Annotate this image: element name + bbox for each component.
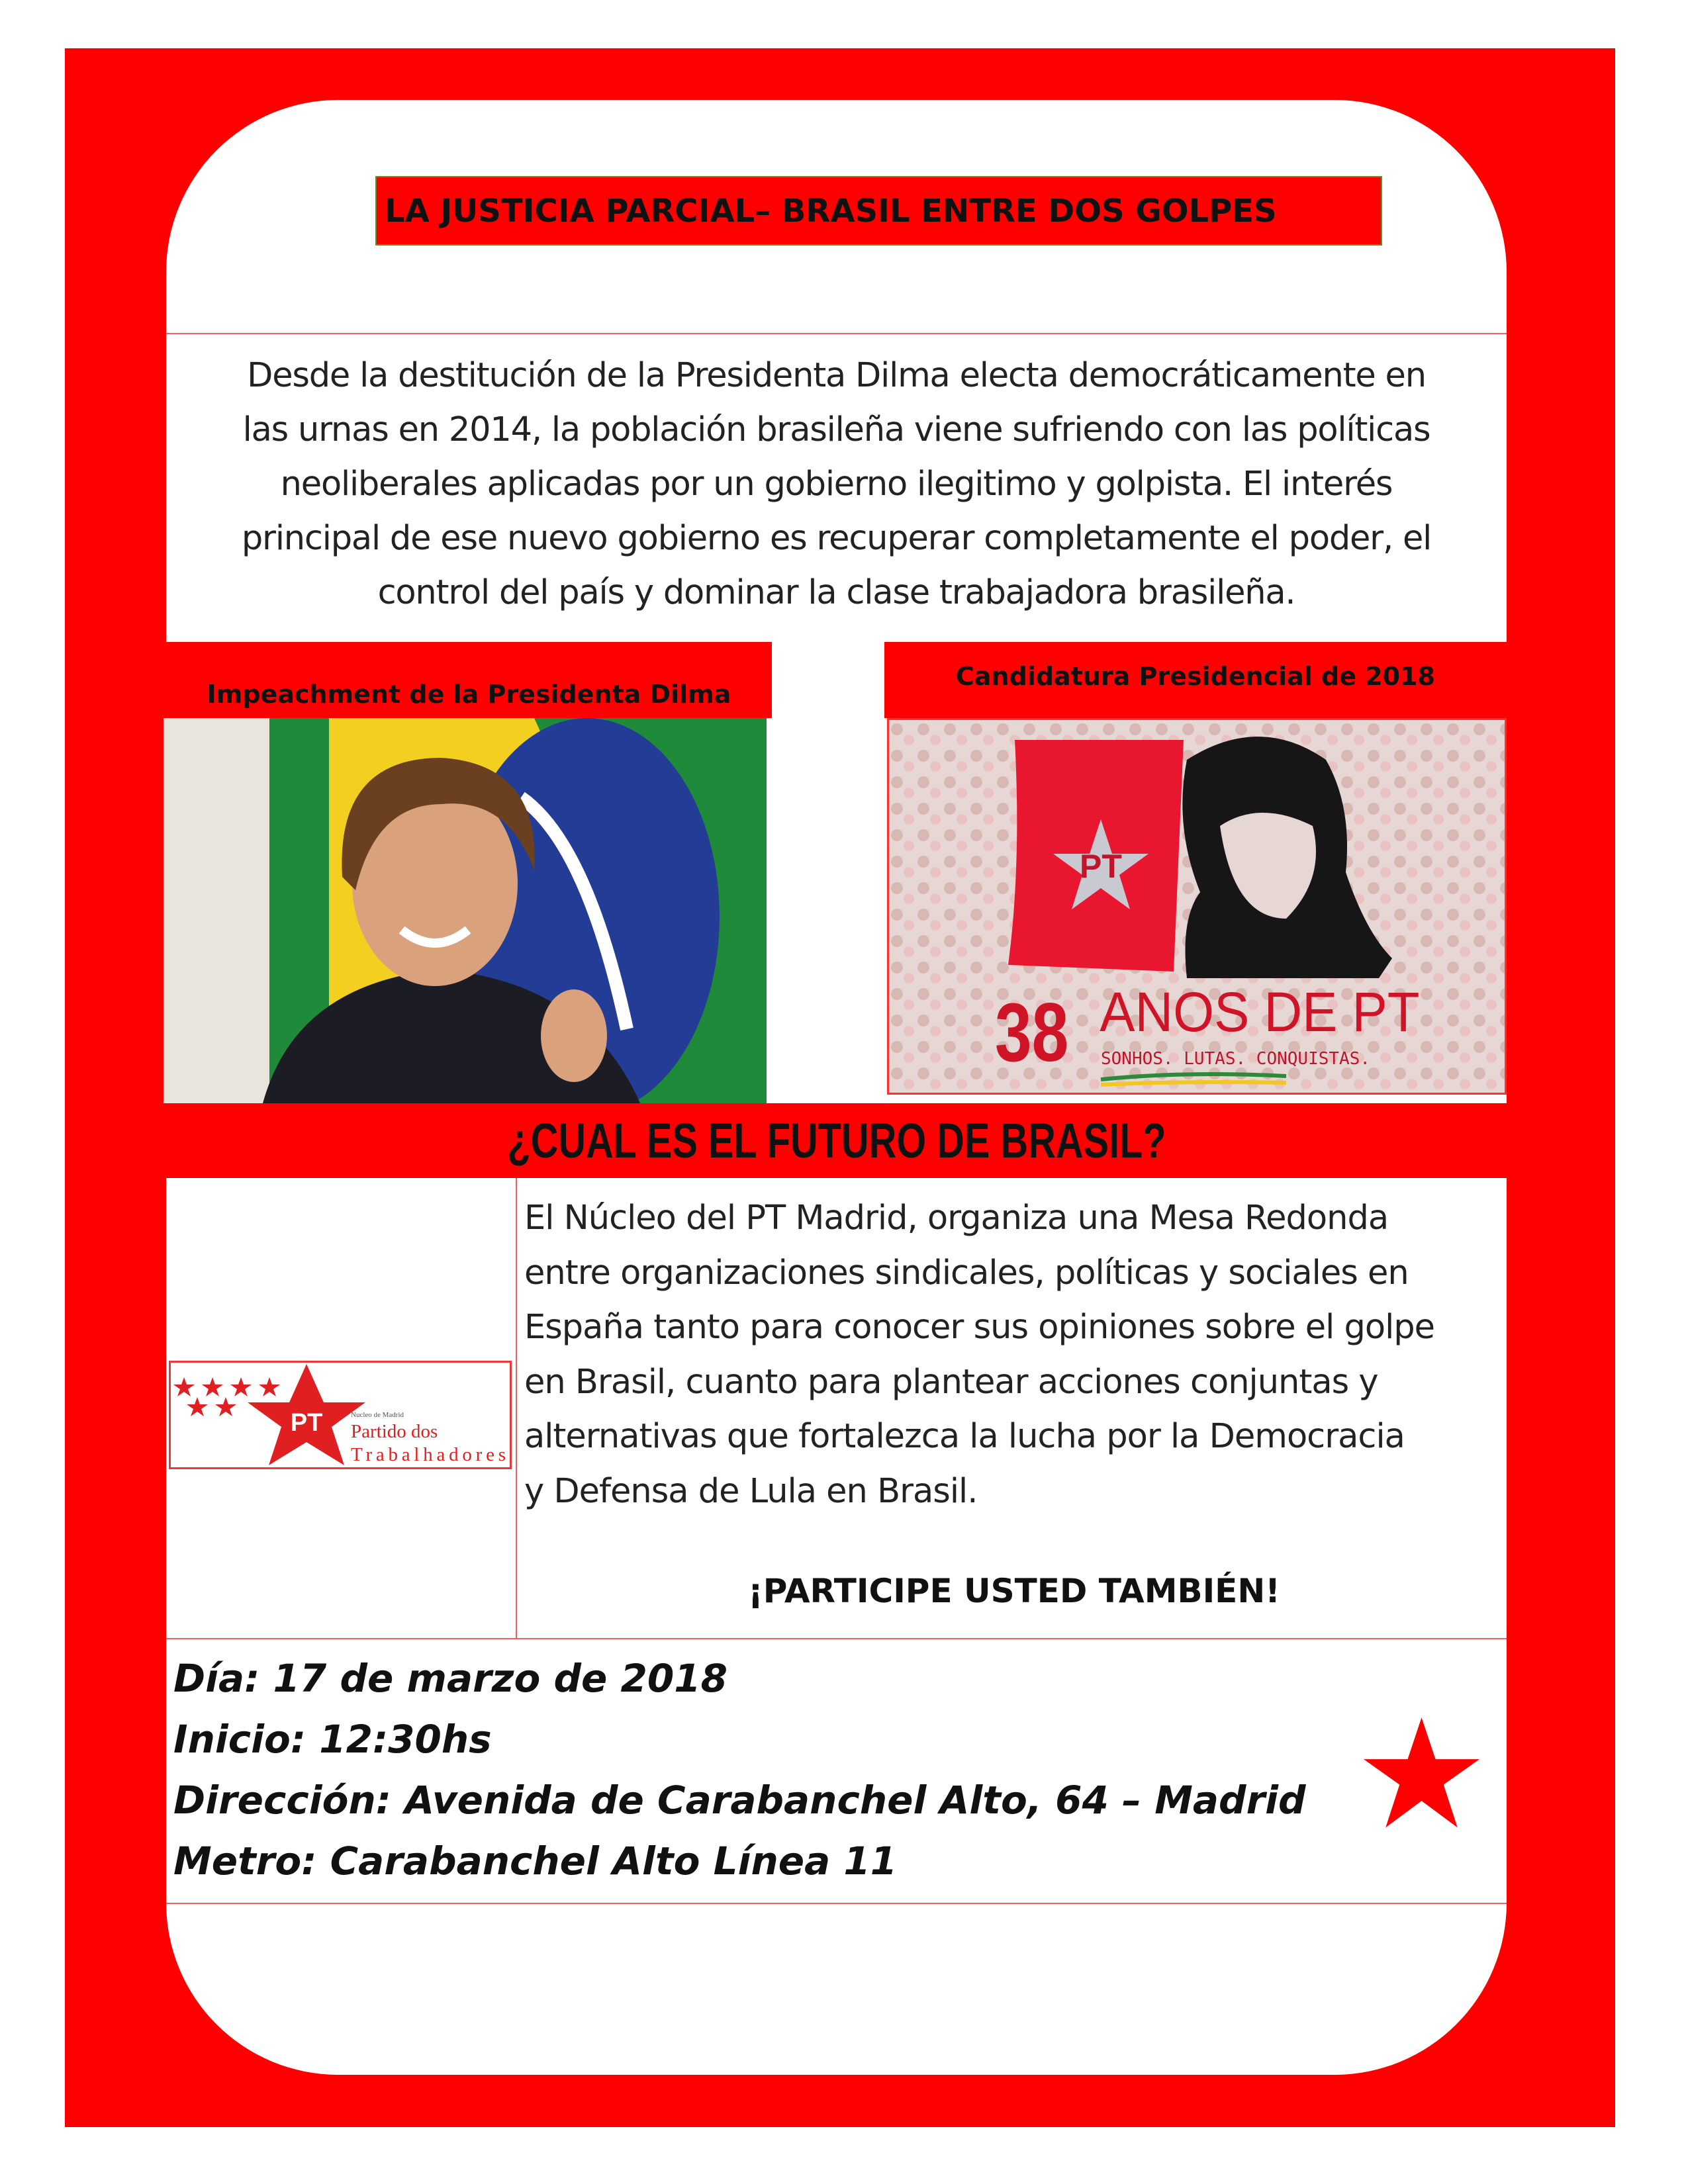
announcement-text <box>524 1191 1504 1519</box>
logo-mark: PT <box>290 1409 323 1437</box>
logo-name-1: Partido dos <box>351 1421 438 1442</box>
intro-line: Desde la destitución de la Presidenta Dilma electa democráticamente en <box>247 356 1426 395</box>
poster-tagline: SONHOS. LUTAS. CONQUISTAS. <box>1101 1049 1370 1069</box>
page-title: LA JUSTICIA PARCIAL– BRASIL ENTRE DOS GOLPES <box>385 192 1277 230</box>
column-divider <box>516 1178 517 1639</box>
dilma-photo <box>164 718 767 1103</box>
body-line: en Brasil, cuanto para plantear acciones conjuntas y <box>524 1362 1378 1402</box>
intro-paragraph <box>166 333 1507 642</box>
lula-38-anos-poster <box>887 718 1507 1095</box>
intro-line: control del país y dominar la clase trabajadora brasileña. <box>377 573 1295 612</box>
pt-madrid-logo <box>169 1361 512 1469</box>
event-start: Inicio: 12:30hs <box>173 1717 492 1762</box>
intro-line: neoliberales aplicadas por un gobierno ilegitimo y golpista. El interés <box>280 465 1393 504</box>
body-line: y Defensa de Lula en Brasil. <box>524 1471 978 1511</box>
body-line: entre organizaciones sindicales, políticas y sociales en <box>524 1253 1409 1293</box>
question-heading: ¿CUAL ES EL FUTURO DE BRASIL? <box>506 1113 1166 1168</box>
poster-headline: ANOS DE PT <box>1100 981 1420 1044</box>
event-metro: Metro: Carabanchel Alto Línea 11 <box>173 1839 898 1884</box>
right-caption: Candidatura Presidencial de 2018 <box>956 662 1435 691</box>
body-line: alternativas que fortalezca la lucha por la Democracia <box>524 1417 1405 1456</box>
body-line: España tanto para conocer sus opiniones sobre el golpe <box>524 1308 1435 1347</box>
event-day: Día: 17 de marzo de 2018 <box>173 1656 727 1701</box>
call-to-action: ¡PARTICIPE USTED TAMBIÉN! <box>747 1572 1280 1610</box>
star-icons <box>173 1364 365 1465</box>
poster-number: 38 <box>995 986 1069 1079</box>
divider <box>166 1903 1507 1904</box>
left-caption: Impeachment de la Presidenta Dilma <box>207 680 731 709</box>
intro-line: las urnas en 2014, la población brasileña viene sufriendo con las políticas <box>242 410 1430 449</box>
question-band <box>166 1103 1507 1178</box>
logo-name-2: Trabalhadores <box>351 1444 506 1465</box>
flag-pt-text: PT <box>1080 848 1122 885</box>
title-banner <box>375 176 1382 246</box>
event-details <box>173 1648 1365 1891</box>
left-caption-band <box>166 642 772 718</box>
body-line: El Núcleo del PT Madrid, organiza una Mesa Redonda <box>524 1199 1389 1238</box>
right-caption-band <box>884 642 1507 718</box>
event-address: Dirección: Avenida de Carabanchel Alto, 64 – Madrid <box>173 1778 1306 1823</box>
star-icon <box>1364 1717 1479 1830</box>
intro-line: principal de ese nuevo gobierno es recuperar completamente el poder, el <box>241 519 1432 558</box>
logo-subtitle: Nucleo de Madrid <box>351 1411 404 1419</box>
